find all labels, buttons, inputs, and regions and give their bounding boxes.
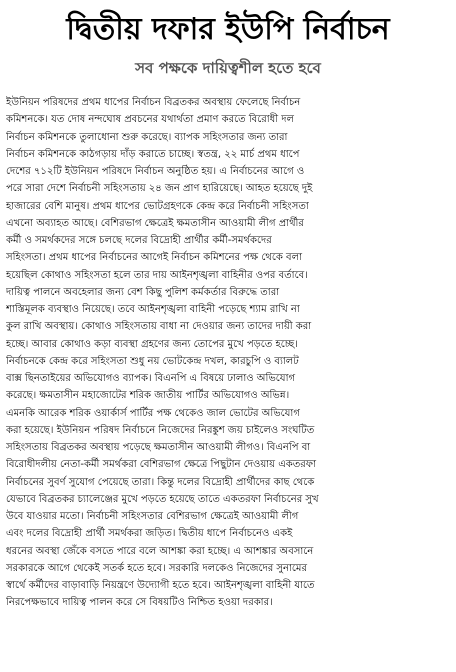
article-line: নির্বাচনের সুবর্ণ সুযোগ পেয়েছে তারা। কিন্তু দলের বিদ্রোহী প্রার্থীদের কাছ থেকে <box>6 476 315 488</box>
article-line: বিরোধীদলীয় নেতা-কর্মী সমর্থকরা বেশিরভাগ ক্ষেত্রে পিছুটান দেওয়ায় একতরফা <box>6 459 317 471</box>
article-body <box>6 94 450 612</box>
article-line: হচ্ছে। আবার কোথাও কড়া ব্যবস্থা গ্রহণের জন্য তোপের মুখে পড়তে হচ্ছে। <box>6 338 298 350</box>
article-line: সহিংসতায় বিব্রতকর অবস্থায় পড়েছে ক্ষমতাসীন আওয়ামী লীগও। বিএনপি বা <box>6 442 311 453</box>
article-line: করেছে। ক্ষমতাসীন মহাজোটের শরিক জাতীয় পার্টির অভিযোগও অভিন্ন। <box>6 390 290 402</box>
article-line: স্বার্থে কর্মীদের বাড়াবাড়ি নিয়ন্ত্রণে উদ্যোগী হতে হবে। আইনশৃঙ্খলা বাহিনী যাতে <box>6 580 315 591</box>
article-line: নির্বাচনকে কেন্দ্র করে সহিংসতা শুধু নয় ভোটকেন্দ্র দখল, কারচুপি ও ব্যালট <box>6 355 299 367</box>
article-line: কর্মী ও সমর্থকদের সঙ্গে চলছে দলের বিদ্রোহী প্রার্থীর কর্মী-সমর্থকদের <box>6 235 272 246</box>
article-line: এবং দলের বিদ্রোহী প্রার্থী সমর্থকরা জড়িত। দ্বিতীয় ধাপে নির্বাচনেও একই <box>6 528 293 540</box>
article-line: দেশের ৭১২টি ইউনিয়ন পরিষদে নির্বাচন অনুষ্ঠিত হয়। এ নির্বাচনের আগে ও <box>6 166 305 177</box>
article-line: নির্বাচন কমিশনকে কাঠগড়ায় দাঁড় করাতে চাচ্ছে। স্বতন্ত্র, ২২ মার্চ প্রথম ধাপে <box>6 148 300 160</box>
article-line: উবে যাওয়ার মতো। নির্বাচনী সহিংসতার বেশিরভাগ ক্ষেত্রেই আওয়ামী লীগ <box>6 511 299 522</box>
article-line: নিরপেক্ষভাবে দায়িত্ব পালন করে সে বিষয়টিও নিশ্চিত হওয়া দরকার। <box>6 597 273 609</box>
article-line: ধরনের অবস্থা জেঁকে বসতে পারে বলে আশঙ্কা করা হচ্ছে। এ আশঙ্কার অবসানে <box>6 545 314 557</box>
article-line: শাস্তিমূলক ব্যবস্থাও নিয়েছে। তবে আইনশৃঙ্খলা বাহিনী পড়েছে শ্যাম রাখি না <box>6 304 300 315</box>
article-line: হয়েছিল কোথাও সহিংসতা হলে তার দায় আইনশৃঙ্খলা বাহিনীর ওপর বর্তাবে। <box>6 269 308 281</box>
article-line: সহিংসতা। প্রথম ধাপের নির্বাচনের আগেই নির্বাচন কমিশনের পক্ষ থেকে বলা <box>6 252 302 264</box>
article-line: এমনকি আরেক শরিক ওয়ার্কার্স পার্টির পক্ষ থেকেও জাল ভোটের অভিযোগ <box>6 407 300 419</box>
article-line: দায়িত্ব পালনে অবহেলার জন্য বেশ কিছু পুলিশ কর্মকর্তার বিরুদ্ধে তারা <box>6 286 280 298</box>
article-line: কমিশনকে। যত দোষ নন্দঘোষ প্রবচনের যথার্থতা প্রমাণ করতে বিরোধী দল <box>6 114 295 126</box>
subheadline: সব পক্ষকে দায়িত্বশীল হতে হবে <box>135 59 321 77</box>
article-line: ইউনিয়ন পরিষদের প্রথম ধাপের নির্বাচন বিব্রতকর অবস্থায় ফেলেছে নির্বাচন <box>6 97 301 108</box>
headline: দ্বিতীয় দফার ইউপি নির্বাচন <box>66 12 390 47</box>
article-line: যেভাবে বিব্রতকর চ্যালেঞ্জের মুখে পড়তে হয়েছে তাতে একতরফা নির্বাচনের সুখ <box>6 493 319 505</box>
article-line: হাজারের বেশি মানুষ। প্রথম ধাপের ভোটগ্রহণকে কেন্দ্র করে নির্বাচনী সহিংসতা <box>6 200 309 212</box>
article-line: কুল রাখি অবস্থায়। কোথাও সহিংসতায় বাধা না দেওয়ার জন্য তাদের দায়ী করা <box>6 321 312 333</box>
article-line: বাক্স ছিনতাইয়ের অভিযোগও ব্যাপক। বিএনপি এ বিষয়ে ঢালাও অভিযোগ <box>6 373 296 384</box>
article-line: এখনো অব্যাহত আছে। বেশিরভাগ ক্ষেত্রেই ক্ষমতাসীন আওয়ামী লীগ প্রার্থীর <box>6 217 304 229</box>
article-line: করা হয়েছে। ইউনিয়ন পরিষদ নির্বাচনে নিজেদের নিরঙ্কুশ জয় চাইলেও সংঘটিত <box>6 424 315 436</box>
article-line: পরে সারা দেশে নির্বাচনী সহিংসতায় ২৪ জন প্রাণ হারিয়েছে। আহত হয়েছে দুই <box>6 183 313 195</box>
article-line: সরকারকে আগে থেকেই সতর্ক হতে হবে। সরকারি দলকেও নিজেদের সুনামের <box>6 562 307 574</box>
article-line: নির্বাচন কমিশনকে তুলাধোনা শুরু করেছে। ব্যাপক সহিংসতার জন্য তারা <box>6 131 288 143</box>
